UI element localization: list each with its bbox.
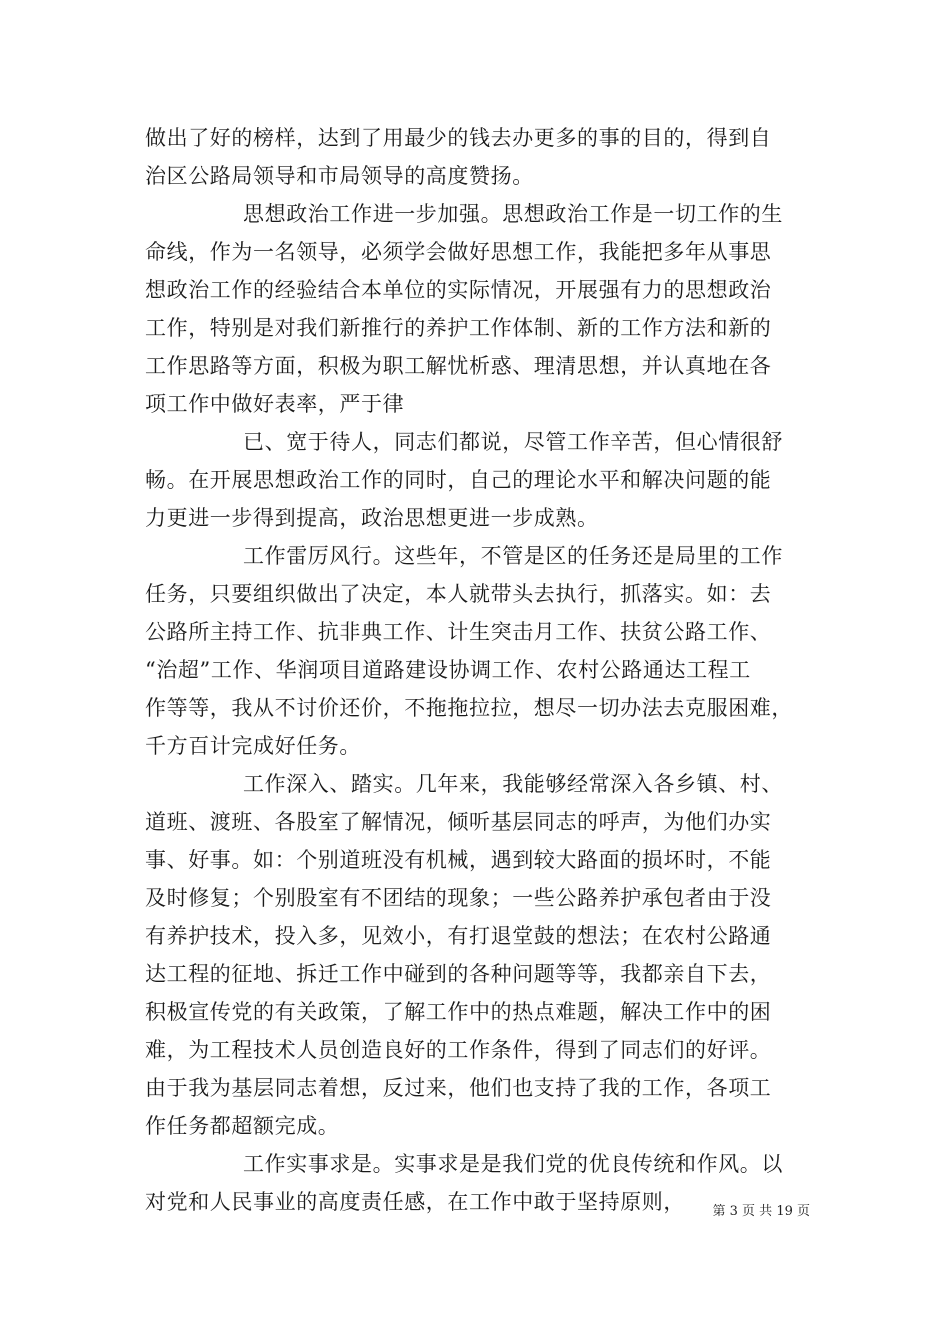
text-line: 千方百计完成好任务。	[145, 734, 361, 758]
text-line: 作等等，我从不讨价还价，不拖拖拉拉，想尽一切办法去克服困难，	[145, 696, 793, 720]
text-line: “治超”工作、华润项目道路建设协调工作、农村公路通达工程工	[145, 658, 751, 682]
paragraph-first-line: 工作雷厉风行。这些年，不管是区的任务还是局里的工作	[243, 544, 783, 568]
text-line: 及时修复；个别股室有不团结的现象；一些公路养护承包者由于没	[145, 886, 772, 910]
text-line: 积极宣传党的有关政策，了解工作中的热点难题，解决工作中的困	[145, 1000, 772, 1024]
text-line: 工作思路等方面，积极为职工解忧析惑、理清思想，并认真地在各	[145, 354, 772, 378]
text-line: 难，为工程技术人员创造良好的工作条件，得到了同志们的好评。	[145, 1038, 772, 1062]
paragraph-first-line: 思想政治工作进一步加强。思想政治工作是一切工作的生	[243, 202, 783, 226]
text-line: 想政治工作的经验结合本单位的实际情况，开展强有力的思想政治	[145, 278, 772, 302]
text-line: 由于我为基层同志着想，反过来，他们也支持了我的工作，各项工	[145, 1076, 772, 1100]
page-number-footer: 第 3 页 共 19 页	[712, 1204, 810, 1219]
text-line: 治区公路局领导和市局领导的高度赞扬。	[145, 164, 534, 188]
text-line: 对党和人民事业的高度责任感，在工作中敢于坚持原则，	[145, 1190, 685, 1214]
text-line: 有养护技术，投入多，见效小，有打退堂鼓的想法；在农村公路通	[145, 924, 772, 948]
text-line: 作任务都超额完成。	[145, 1114, 340, 1138]
paragraph-first-line: 工作实事求是。实事求是是我们党的优良传统和作风。以	[243, 1152, 783, 1176]
text-line: 任务，只要组织做出了决定，本人就带头去执行，抓落实。如：去	[145, 582, 772, 606]
paragraph-first-line: 已、宽于待人，同志们都说，尽管工作辛苦，但心情很舒	[243, 430, 783, 454]
text-line: 畅。在开展思想政治工作的同时，自己的理论水平和解决问题的能	[145, 468, 772, 492]
text-line: 做出了好的榜样，达到了用最少的钱去办更多的事的目的，得到自	[145, 126, 772, 150]
text-line: 项工作中做好表率，严于律	[145, 392, 405, 416]
text-line: 命线，作为一名领导，必须学会做好思想工作，我能把多年从事思	[145, 240, 772, 264]
text-line: 道班、渡班、各股室了解情况，倾听基层同志的呼声，为他们办实	[145, 810, 772, 834]
text-line: 公路所主持工作、抗非典工作、计生突击月工作、扶贫公路工作、	[145, 620, 772, 644]
text-line: 工作，特别是对我们新推行的养护工作体制、新的工作方法和新的	[145, 316, 772, 340]
paragraph-first-line: 工作深入、踏实。几年来，我能够经常深入各乡镇、村、	[243, 772, 783, 796]
text-line: 力更进一步得到提高，政治思想更进一步成熟。	[145, 506, 599, 530]
text-line: 事、好事。如：个别道班没有机械，遇到较大路面的损坏时，不能	[145, 848, 772, 872]
text-line: 达工程的征地、拆迁工作中碰到的各种问题等等，我都亲自下去，	[145, 962, 772, 986]
